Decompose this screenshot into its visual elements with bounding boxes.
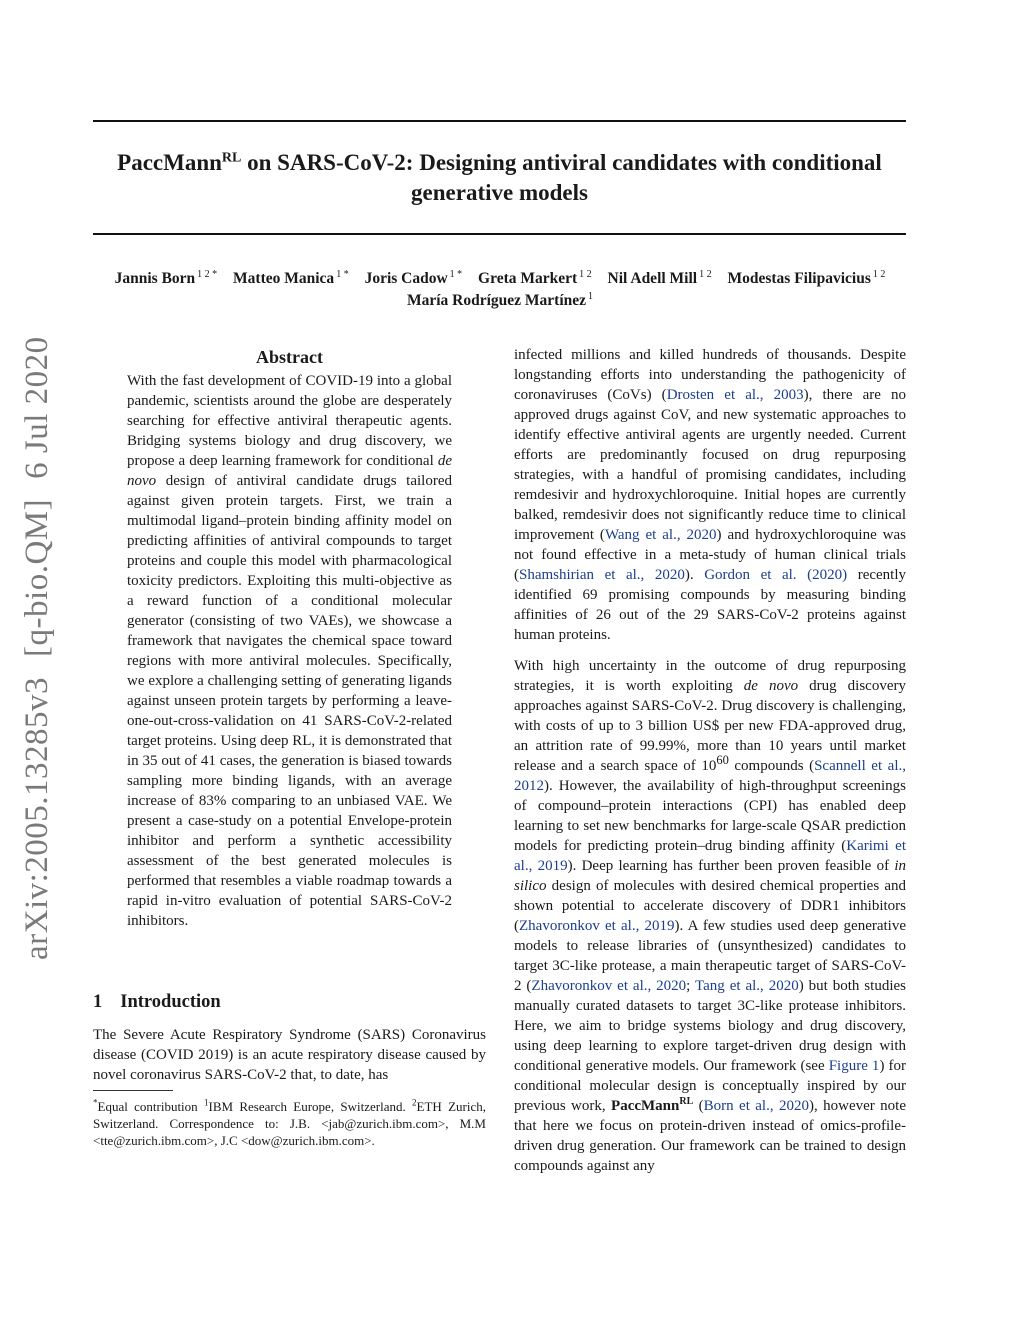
footnote-rule (93, 1090, 173, 1091)
citation-link[interactable]: Karimi et al., 2019 (514, 838, 906, 874)
model-name: PaccMann$^{RL}$ (611, 1096, 694, 1114)
citation-link[interactable]: Drosten et al., 2003 (666, 387, 804, 403)
arxiv-date: 6 Jul 2020 (19, 336, 55, 479)
abstract-body: With the fast development of COVID-19 into a global pandemic, scientists around the globe are desperately searching for effective antiviral therapeutic agents. Bridging systems biology and drug discovery, we propose a deep learning framework for conditional de novo design of antiviral candidate drugs tailored against given protein targets. First, we train a multimodal ligand–protein binding affinity model on predicting affinities of antiviral compounds to target proteins and couple this model with pharmacological toxicity predictors. Exploiting this multi-objective as a reward function of a conditional molecular generator (consisting of two VAEs), we showcase a framework that navigates the chemical space toward regions with more antiviral molecules. Specifically, we explore a challenging setting of generating ligands against unseen protein targets by performing a leave-one-out-cross-validation on 41 SARS-CoV-2-related target proteins. Using deep RL, it is demonstrated that in 35 out of 41 cases, the generation is biased towards sampling more binding ligands, with an average increase of 83% comparing to an unbiased VAE. We present a case-study on a potential Envelope-protein inhibitor and perform a synthetic accessibility assessment of the best generated molecules is performed that resembles a viable roadmap towards a rapid in-vitro evaluation of potential SARS-CoV-2 inhibitors. (127, 373, 452, 929)
author: Nil Adell Mill $^{1 2}$ (607, 268, 712, 287)
section-heading-introduction: 1 Introduction (93, 992, 221, 1012)
arxiv-sidebar-stamp (12, 336, 62, 960)
author: Modestas Filipavicius $^{1 2}$ (727, 268, 886, 287)
citation-link[interactable]: Gordon et al. (2020) (704, 567, 848, 583)
citation-link[interactable]: Shamshirian et al., 2020 (519, 567, 685, 583)
title-rule-bottom (93, 233, 906, 235)
citation-link[interactable]: Tang et al., 2020 (695, 978, 799, 994)
citation-link[interactable]: Scannell et al., 2012 (514, 758, 906, 794)
author: María Rodríguez Martínez $^1$ (406, 290, 594, 309)
citation-link[interactable]: Zhavoronkov et al., 2019 (519, 918, 675, 934)
author: Greta Markert $^{1 2}$ (478, 268, 592, 287)
author: Jannis Born $^{1 2 *}$ (114, 268, 218, 287)
abstract-heading: Abstract (256, 347, 323, 367)
intro-paragraph-left: The Severe Acute Respiratory Syndrome (SARS) Coronavirus disease (COVID 2019) is an acute respiratory disease caused by novel coronavirus SARS-CoV-2 that, to date, has (93, 1027, 486, 1083)
citation-link[interactable]: Zhavoronkov et al., 2020 (531, 978, 687, 994)
author: Joris Cadow $^{1 *}$ (364, 268, 463, 287)
paragraph: infected millions and killed hundreds of thousands. Despite longstanding efforts into understanding the pathogenicity of coronaviruses (CoVs) (Drosten et al., 2003), there are no approved drugs against CoV, and new systematic approaches to identify effective antiviral agents are urgently needed. Current efforts are predominantly focused on drug repurposing strategies, with a handful of promising candidates, including remdesivir and hydroxychloroquine. Initial hopes are currently balked, remdesivir does not significantly reduce time to clinical improvement (Wang et al., 2020) and hydroxychloroquine was not found effective in a meta-study of human clinical trials (Shamshirian et al., 2020). Gordon et al. (2020) recently identified 69 promising compounds by measuring binding affinities of 26 out of the 29 SARS-CoV-2 proteins against human proteins. (514, 347, 907, 643)
citation-link[interactable]: Born et al., 2020 (703, 1098, 809, 1114)
arxiv-id: arXiv:2005.13285v3 (19, 676, 55, 960)
citation-link[interactable]: Wang et al., 2020 (604, 527, 717, 543)
title-rule-top (93, 120, 906, 122)
paragraph: With high uncertainty in the outcome of drug repurposing strategies, it is worth exploiting de novo drug discovery approaches against SARS-CoV-2. Drug discovery is challenging, with costs of up to 3 billion US$ per new FDA-approved drug, an attrition rate of 99.99%, more than 10 years until market release and a search space of $10^{60}$ compounds (Scannell et al., 2012). However, the availability of high-throughput screenings of compound–protein interactions (CPI) has enabled deep learning to set new benchmarks for large-scale QSAR prediction models for predicting protein–drug binding affinity (Karimi et al., 2019). Deep learning has further been proven feasible of in silico design of molecules with desired chemical properties and shown potential to accelerate discovery of DDR1 inhibitors (Zhavoronkov et al., 2019). A few studies used deep generative models to release libraries of (unsynthesized) candidates to target 3C-like protease, a main therapeutic target of SARS-CoV-2 (Zhavoronkov et al., 2020; Tang et al., 2020) but both studies manually curated datasets to target 3C-like protease inhibitors. Here, we aim to bridge systems biology and drug discovery, using deep learning to explore target-driven drug design with conditional generative models. Our framework (see Figure 1) for conditional molecular design is conceptually inspired by our previous work, PaccMann$^{RL}$ (Born et al., 2020), however note that here we focus on protein-driven instead of omics-profile-driven drug generation. Our framework can be trained to design compounds against any (514, 658, 907, 1174)
figure-link[interactable]: Figure 1 (828, 1058, 880, 1074)
footnote: *Equal contribution $^1$IBM Research Europe, Switzerland. $^2$ETH Zurich, Switzerland. Correspondence to: J.B. <jab@zurich.ibm.com>, M.M <tte@zurich.ibm.com>, J.C <dow@zurich.ibm.com>. (93, 1097, 487, 1148)
author: Matteo Manica $^{1 *}$ (233, 268, 349, 287)
author-list (60, 268, 940, 312)
right-column (514, 345, 906, 1176)
paper-title: PaccMann$^{RL}$ on SARS-CoV-2: Designing antiviral candidates with conditional generative models (117, 150, 882, 205)
arxiv-category: [q-bio.QM] (19, 498, 55, 657)
